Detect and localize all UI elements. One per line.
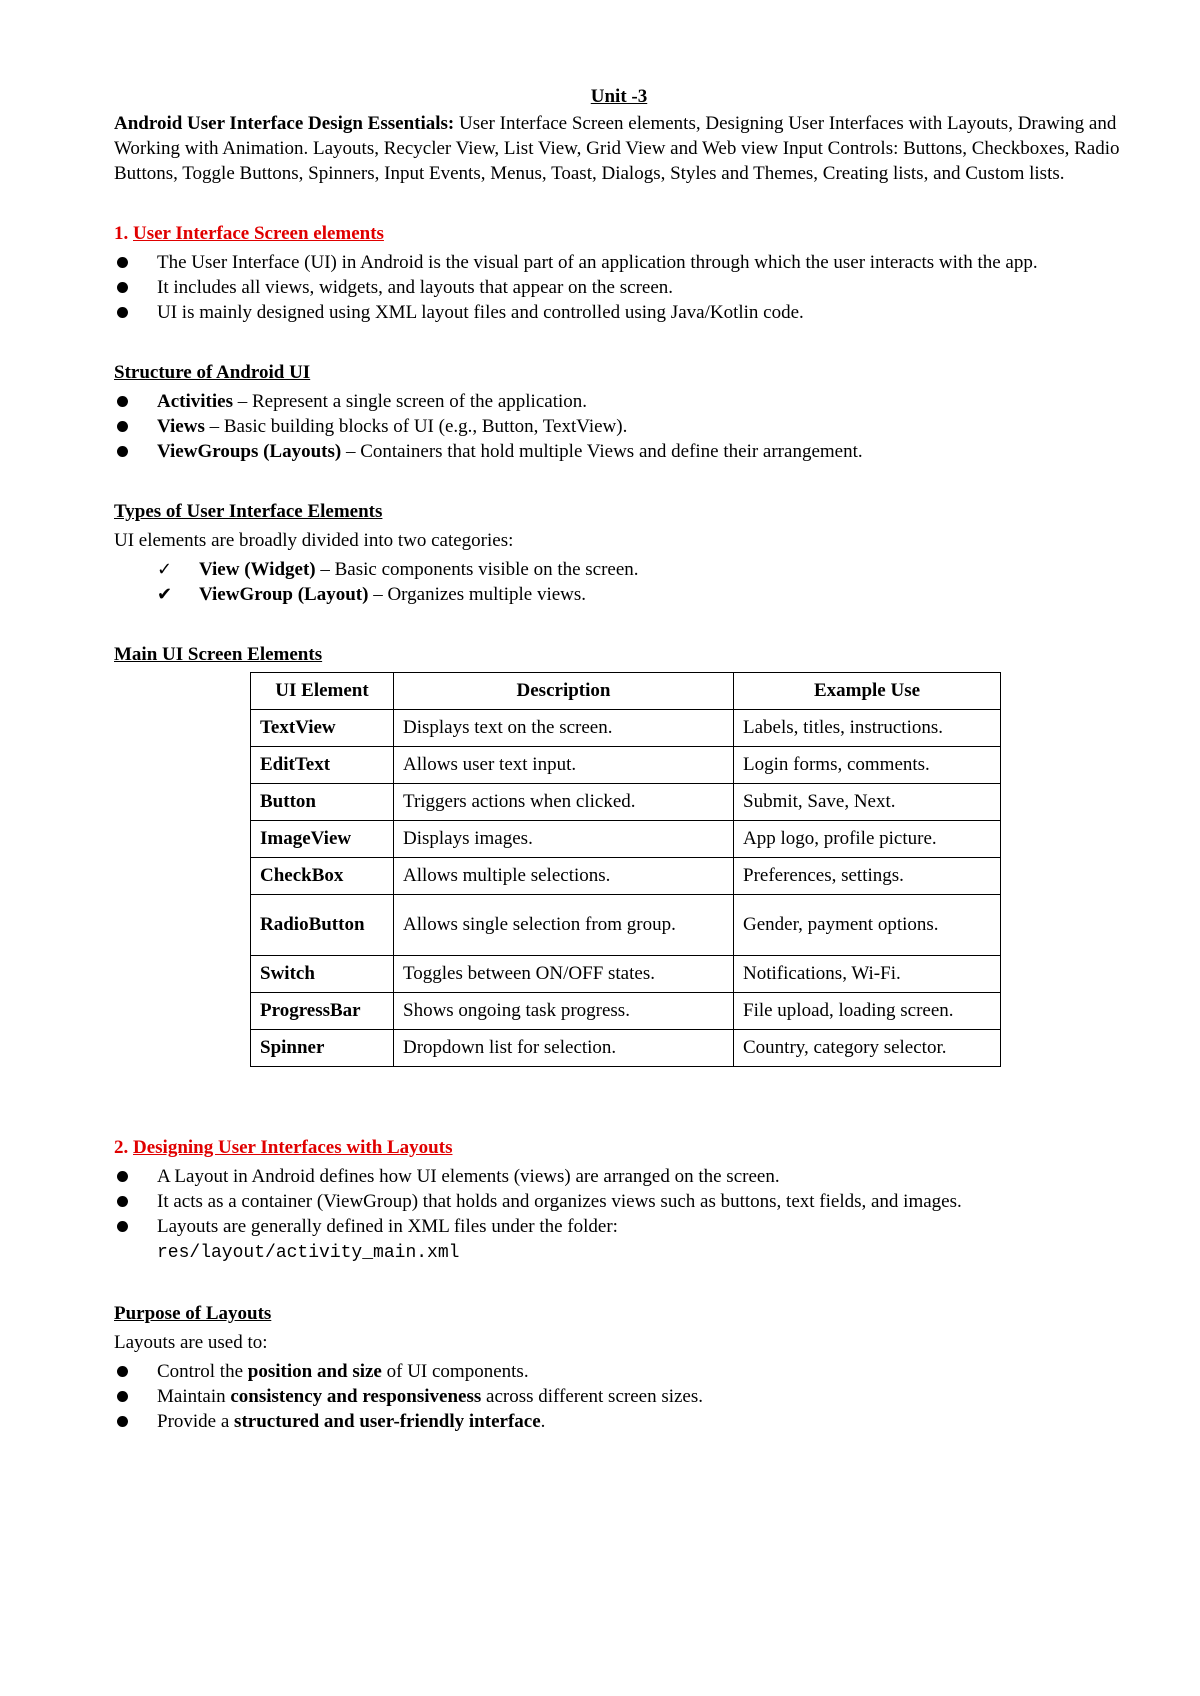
table-cell: Labels, titles, instructions. (734, 710, 1001, 747)
table-row (251, 1030, 1001, 1067)
list-item-text: Control the (157, 1361, 248, 1382)
table-header-row (251, 673, 1001, 710)
list-item-desc: – Basic components visible on the screen. (315, 559, 639, 580)
table-cell: TextView (251, 710, 394, 747)
list-item-term: View (Widget) (199, 559, 316, 580)
section1-title: User Interface Screen elements (133, 223, 384, 244)
section2-bullet-list (114, 1164, 1124, 1266)
bullet-icon (117, 446, 128, 457)
table-cell: RadioButton (251, 895, 394, 956)
types-lead: UI elements are broadly divided into two categories: (114, 530, 514, 551)
table-cell: App logo, profile picture. (734, 821, 1001, 858)
purpose-lead: Layouts are used to: (114, 1332, 268, 1353)
list-item (114, 275, 1124, 300)
list-item-emphasis: consistency and responsiveness (230, 1386, 482, 1407)
section2-number: 2. (114, 1137, 133, 1158)
ui-elements-table (250, 672, 1001, 1067)
list-item-term: Activities (157, 391, 233, 412)
list-item-text: The User Interface (UI) in Android is the visual part of an application through which the user interacts with the app. (157, 252, 1038, 273)
table-cell: Dropdown list for selection. (394, 1030, 734, 1067)
column-header: UI Element (251, 673, 394, 710)
table-cell: Allows user text input. (394, 747, 734, 784)
table-cell: Notifications, Wi-Fi. (734, 956, 1001, 993)
table-cell: Submit, Save, Next. (734, 784, 1001, 821)
section1-number: 1. (114, 223, 133, 244)
list-item (114, 1214, 1124, 1266)
table-cell: Allows single selection from group. (394, 895, 734, 956)
list-item-text: Maintain (157, 1386, 231, 1407)
section1-bullet-list (114, 250, 1124, 325)
bullet-icon (117, 1221, 128, 1232)
table-row (251, 821, 1001, 858)
bullet-icon (117, 1171, 128, 1182)
bullet-icon (117, 1196, 128, 1207)
list-item-text: of UI components. (381, 1361, 529, 1382)
bullet-icon (117, 1416, 128, 1427)
table-row (251, 784, 1001, 821)
list-item-desc: – Organizes multiple views. (368, 584, 587, 605)
intro-text: User Interface Screen elements, Designing User Interfaces with Layouts, Drawing and Working with Animation. Layouts, Recycler View, List View, Grid View and Web view Input Controls: Buttons, Checkboxes, Radio Buttons, Toggle Buttons, Spinners, Input Events, Menus, Toast, Dialogs, Styles and Themes, Creating lists, and Custom lists. (114, 113, 1120, 184)
types-list (114, 557, 1124, 607)
list-item-text: A Layout in Android defines how UI elements (views) are arranged on the screen. (157, 1166, 780, 1187)
table-row (251, 993, 1001, 1030)
structure-heading: Structure of Android UI (114, 362, 311, 383)
list-item (114, 1189, 1124, 1214)
list-item (114, 439, 1124, 464)
list-item-text: UI is mainly designed using XML layout files and controlled using Java/Kotlin code. (157, 302, 804, 323)
table-cell: Shows ongoing task progress. (394, 993, 734, 1030)
table-cell: ImageView (251, 821, 394, 858)
bullet-icon (117, 396, 128, 407)
table-row (251, 956, 1001, 993)
table-cell: Triggers actions when clicked. (394, 784, 734, 821)
intro-bold-lead: Android User Interface Design Essentials: (114, 113, 455, 134)
bullet-icon (117, 257, 128, 268)
main-elements-heading: Main UI Screen Elements (114, 644, 323, 665)
list-item (114, 1164, 1124, 1189)
table-cell: Gender, payment options. (734, 895, 1001, 956)
column-header: Example Use (734, 673, 1001, 710)
list-item (114, 300, 1124, 325)
table-cell: Toggles between ON/OFF states. (394, 956, 734, 993)
list-item (114, 389, 1124, 414)
table-row (251, 858, 1001, 895)
checkmark-icon: ✔ (157, 584, 173, 605)
bullet-icon (117, 1391, 128, 1402)
table-cell: Switch (251, 956, 394, 993)
table-cell: File upload, loading screen. (734, 993, 1001, 1030)
list-item-text: Layouts are generally defined in XML files under the folder: (157, 1216, 618, 1237)
structure-list (114, 389, 1124, 464)
table-cell: Displays images. (394, 821, 734, 858)
list-item (114, 557, 1124, 582)
table-row (251, 747, 1001, 784)
list-item-text: It includes all views, widgets, and layouts that appear on the screen. (157, 277, 674, 298)
bullet-icon (117, 282, 128, 293)
section1-heading (114, 221, 1124, 246)
checkmark-icon: ✓ (157, 559, 173, 580)
list-item (114, 414, 1124, 439)
list-item-term: Views (157, 416, 205, 437)
table-row (251, 895, 1001, 956)
table-cell: Preferences, settings. (734, 858, 1001, 895)
table-cell: Login forms, comments. (734, 747, 1001, 784)
unit-title: Unit -3 (590, 86, 648, 107)
list-item-text: across different screen sizes. (481, 1386, 704, 1407)
list-item-desc: – Basic building blocks of UI (e.g., Button, TextView). (204, 416, 628, 437)
table-row (251, 710, 1001, 747)
bullet-icon (117, 421, 128, 432)
section2-title: Designing User Interfaces with Layouts (133, 1137, 453, 1158)
table-cell: ProgressBar (251, 993, 394, 1030)
list-item (114, 582, 1124, 607)
table-cell: Country, category selector. (734, 1030, 1001, 1067)
table-cell: EditText (251, 747, 394, 784)
list-item (114, 1409, 1124, 1434)
table-cell: Allows multiple selections. (394, 858, 734, 895)
list-item-emphasis: position and size (247, 1361, 382, 1382)
table-cell: Displays text on the screen. (394, 710, 734, 747)
bullet-icon (117, 1366, 128, 1377)
list-item-emphasis: structured and user-friendly interface (234, 1411, 541, 1432)
list-item-desc: – Represent a single screen of the application. (232, 391, 587, 412)
table-cell: Button (251, 784, 394, 821)
list-item-text: It acts as a container (ViewGroup) that holds and organizes views such as buttons, text fields, and images. (157, 1191, 962, 1212)
table-cell: Spinner (251, 1030, 394, 1067)
column-header: Description (394, 673, 734, 710)
intro-paragraph (114, 111, 1124, 186)
layout-file-path: res/layout/activity_main.xml (157, 1243, 460, 1263)
list-item (114, 250, 1124, 275)
types-heading: Types of User Interface Elements (114, 501, 383, 522)
bullet-icon (117, 307, 128, 318)
list-item-desc: – Containers that hold multiple Views and define their arrangement. (341, 441, 863, 462)
list-item-text: Provide a (157, 1411, 235, 1432)
purpose-list (114, 1359, 1124, 1434)
list-item-text: . (540, 1411, 546, 1432)
list-item-term: ViewGroups (Layouts) (157, 441, 342, 462)
section2-heading (114, 1135, 1124, 1160)
list-item (114, 1359, 1124, 1384)
list-item-term: ViewGroup (Layout) (199, 584, 369, 605)
table-cell: CheckBox (251, 858, 394, 895)
purpose-heading: Purpose of Layouts (114, 1303, 272, 1324)
document-page (114, 84, 1124, 1434)
list-item (114, 1384, 1124, 1409)
